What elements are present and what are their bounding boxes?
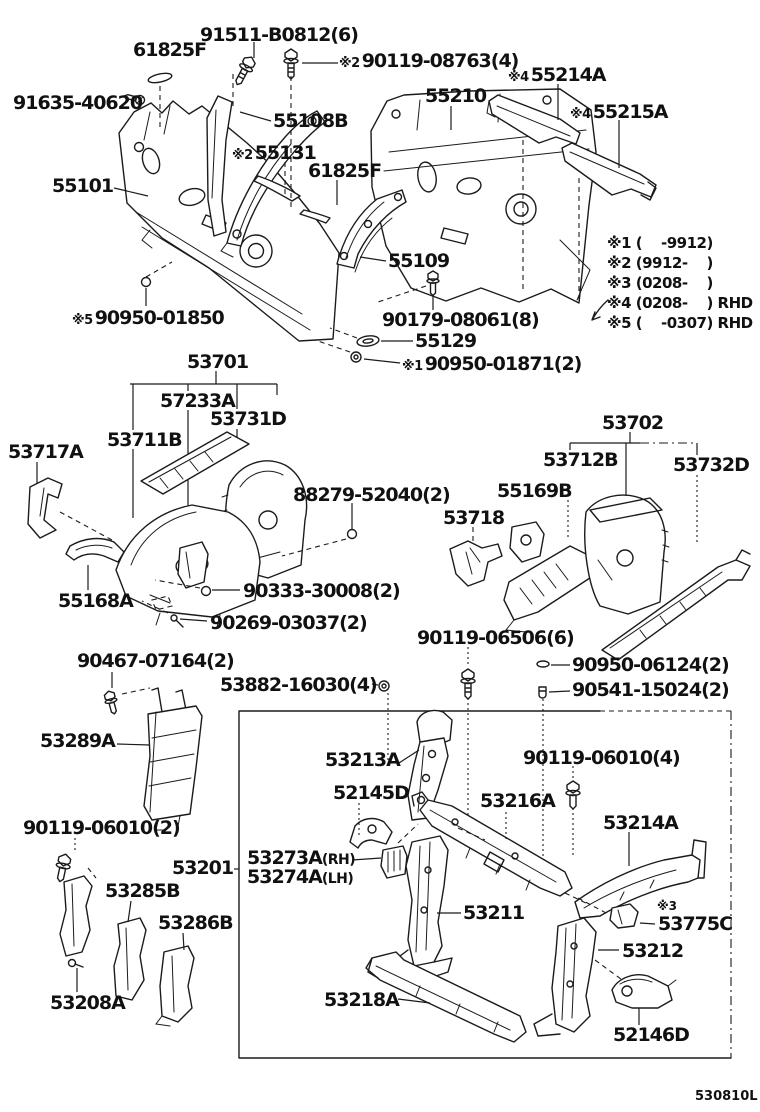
part-number: 90333-30008(2) xyxy=(243,580,400,602)
part-label-90467-07164 xyxy=(77,652,234,671)
part-number: 55215A xyxy=(592,101,668,123)
note-mark: ※4 xyxy=(570,107,591,122)
part-number: 53213A xyxy=(325,749,400,771)
part-number: 53702 xyxy=(602,412,664,434)
part-label-90950-06124 xyxy=(572,656,729,675)
part-label-90950-01850 xyxy=(72,309,224,328)
part-number: 55214A xyxy=(530,64,606,86)
part-label-53274A xyxy=(247,868,353,887)
part-label-53285B xyxy=(105,882,180,901)
part-number: 53731D xyxy=(210,408,286,430)
part-label-90179-08061 xyxy=(382,311,539,330)
part-number: 53201 xyxy=(172,857,234,879)
applicability-note-2: ※2 (9912- ) xyxy=(607,254,713,272)
part-label-61825F-2 xyxy=(308,162,381,181)
note-mark: ※4 xyxy=(508,70,529,85)
note-mark: ※5 xyxy=(72,313,93,328)
side-indicator: (RH) xyxy=(321,852,356,868)
part-number: 90467-07164(2) xyxy=(77,650,234,672)
part-label-53211 xyxy=(463,904,524,923)
part-label-55109 xyxy=(388,252,449,271)
part-label-88279-52040 xyxy=(293,486,450,505)
part-label-91511-B0812 xyxy=(200,26,358,45)
part-label-90950-01871 xyxy=(402,355,581,374)
part-number: 53208A xyxy=(50,992,125,1014)
part-number: 53711B xyxy=(107,429,182,451)
part-number: 53274A xyxy=(247,866,322,888)
part-label-53216A xyxy=(480,792,555,811)
part-label-90119-06010-4 xyxy=(523,749,680,768)
part-number: 55210 xyxy=(425,85,487,107)
part-label-55215A xyxy=(570,103,668,122)
part-label-53701 xyxy=(187,353,248,372)
part-label-90269-03037 xyxy=(210,614,367,633)
part-label-53882-16030 xyxy=(220,676,377,695)
part-label-90119-06506 xyxy=(417,629,574,648)
part-label-53286B xyxy=(158,914,233,933)
part-number: 90119-08763(4) xyxy=(361,50,519,72)
part-number: 53273A xyxy=(247,847,322,869)
part-number: 52146D xyxy=(613,1024,689,1046)
part-number: 88279-52040(2) xyxy=(293,484,450,506)
part-label-55131 xyxy=(232,144,316,163)
part-label-53213A xyxy=(325,751,400,770)
part-label-53214A xyxy=(603,814,678,833)
part-label-53712B xyxy=(543,451,618,470)
part-number: 55109 xyxy=(388,250,450,272)
applicability-note-1: ※1 ( -9912) xyxy=(607,234,713,252)
part-number: 53882-16030(4) xyxy=(220,674,377,696)
part-label-90333-30008 xyxy=(243,582,400,601)
part-number: 55169B xyxy=(497,480,572,502)
part-label-note3-mark xyxy=(657,900,677,912)
side-indicator: (LH) xyxy=(321,871,354,887)
part-label-53711B xyxy=(107,431,182,450)
part-label-53208A xyxy=(50,994,125,1013)
part-number: 55168A xyxy=(58,590,133,612)
part-label-55101 xyxy=(52,177,113,196)
part-number: 53214A xyxy=(603,812,678,834)
part-number: 53212 xyxy=(622,940,684,962)
part-label-53702 xyxy=(602,414,663,433)
part-number: 90119-06506(6) xyxy=(417,627,574,649)
part-number: 90950-01871(2) xyxy=(424,353,582,375)
part-number: 55131 xyxy=(254,142,316,164)
part-label-55168A xyxy=(58,592,133,611)
part-label-53717A xyxy=(8,443,83,462)
note-mark: ※1 xyxy=(402,359,423,374)
part-label-55129 xyxy=(415,332,476,351)
part-number: ※3 xyxy=(657,899,678,913)
part-number: 55101 xyxy=(52,175,114,197)
part-label-61825F-1 xyxy=(133,41,206,60)
part-number: 61825F xyxy=(133,39,207,61)
part-label-53718 xyxy=(443,509,504,528)
part-number: 90119-06010(2) xyxy=(23,817,180,839)
part-number: 90541-15024(2) xyxy=(572,679,729,701)
applicability-note-3: ※3 (0208- ) xyxy=(607,274,713,292)
part-label-90119-08763 xyxy=(339,52,518,71)
part-number: 53701 xyxy=(187,351,249,373)
part-label-53731D xyxy=(210,410,286,429)
part-number: 53775C xyxy=(658,913,733,935)
part-number: 53285B xyxy=(105,880,180,902)
part-number: 52145D xyxy=(333,782,409,804)
part-label-90119-06010-2 xyxy=(23,819,180,838)
part-number: 53218A xyxy=(324,989,399,1011)
part-number: 90950-06124(2) xyxy=(572,654,729,676)
part-label-52146D xyxy=(613,1026,689,1045)
part-number: 55129 xyxy=(415,330,477,352)
part-number: 90269-03037(2) xyxy=(210,612,367,634)
note-mark: ※2 xyxy=(232,148,253,163)
part-label-53732D xyxy=(673,456,749,475)
part-number: 90119-06010(4) xyxy=(523,747,680,769)
part-label-53218A xyxy=(324,991,399,1010)
part-label-53775C xyxy=(658,915,732,934)
part-number: 53717A xyxy=(8,441,83,463)
part-number: 90179-08061(8) xyxy=(382,309,539,331)
part-number: 53712B xyxy=(543,449,618,471)
part-label-55108B xyxy=(273,112,348,131)
part-label-55214A xyxy=(508,66,606,85)
part-number: 53286B xyxy=(158,912,233,934)
diagram-code: 530810L xyxy=(695,1089,758,1104)
part-label-53201 xyxy=(172,859,233,878)
part-number: 57233A xyxy=(160,390,235,412)
part-number: 53289A xyxy=(40,730,115,752)
part-number: 53732D xyxy=(673,454,749,476)
applicability-note-4: ※4 (0208- ) RHD xyxy=(607,294,753,312)
part-number: 91635-40620 xyxy=(13,92,143,114)
part-number: 53718 xyxy=(443,507,505,529)
part-label-55169B xyxy=(497,482,572,501)
part-number: 53216A xyxy=(480,790,555,812)
part-number: 61825F xyxy=(308,160,382,182)
part-label-53212 xyxy=(622,942,683,961)
part-number: 55108B xyxy=(273,110,348,132)
part-number: 53211 xyxy=(463,902,525,924)
part-label-55210 xyxy=(425,87,486,106)
part-label-53289A xyxy=(40,732,115,751)
part-number: 90950-01850 xyxy=(94,307,224,329)
part-label-90541-15024 xyxy=(572,681,729,700)
part-label-52145D xyxy=(333,784,409,803)
part-label-91635-40620 xyxy=(13,94,142,113)
note-mark: ※2 xyxy=(339,56,360,71)
part-number: 91511-B0812(6) xyxy=(200,24,358,46)
applicability-note-5: ※5 ( -0307) RHD xyxy=(607,314,753,332)
